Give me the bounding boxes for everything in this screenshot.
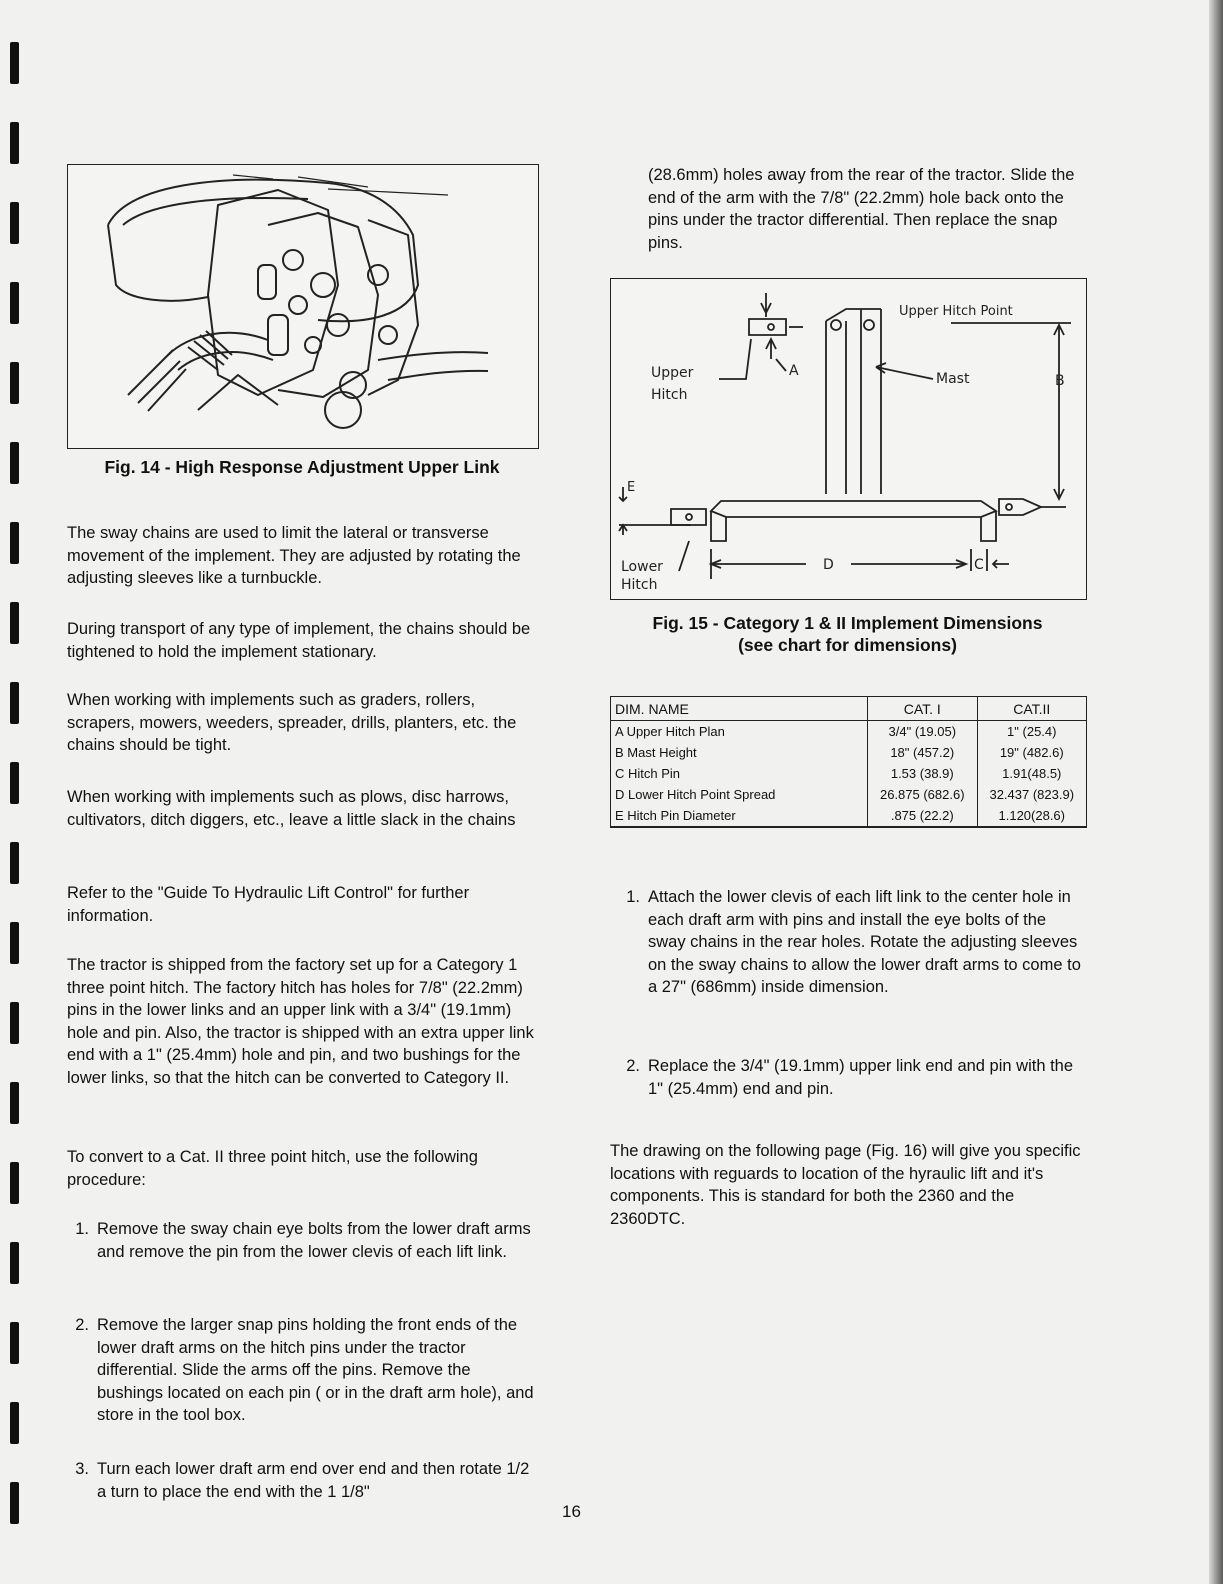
figure-14-image	[67, 164, 539, 449]
table-cell: 1" (25.4)	[977, 721, 1086, 743]
list-text: Remove the sway chain eye bolts from the lower draft arms and remove the pin from the lower clevis of each lift link.	[97, 1220, 531, 1261]
figure-15-caption-line1: Fig. 15 - Category 1 & II Implement Dimensions	[652, 613, 1043, 633]
table-cell: 3/4" (19.05)	[868, 721, 977, 743]
column-header: DIM. NAME	[611, 697, 868, 721]
paragraph-transport: During transport of any type of implement, the chains should be tightened to hold the implement stationary.	[67, 620, 531, 661]
diagram-label-c: C	[974, 557, 984, 573]
figure-14-caption: Fig. 14 - High Response Adjustment Upper Link	[104, 457, 500, 477]
table-cell: .875 (22.2)	[868, 805, 977, 827]
diagram-label-b: B	[1055, 373, 1065, 389]
table-row	[611, 784, 1087, 805]
table-cell: E Hitch Pin Diameter	[611, 805, 868, 827]
diagram-label-upper-hitch-point: Upper Hitch Point	[899, 304, 1013, 319]
table-cell: 1.91(48.5)	[977, 763, 1086, 784]
table-cell: A Upper Hitch Plan	[611, 721, 868, 743]
list-number: 2.	[75, 1316, 89, 1334]
hitch-adjustment-illustration	[68, 165, 538, 448]
binding-holes	[8, 40, 34, 1550]
diagram-label-hitch: Hitch	[651, 387, 688, 403]
figure-15-caption	[610, 612, 1085, 656]
table-cell: 26.875 (682.6)	[868, 784, 977, 805]
diagram-label-lower-hitch: Hitch	[621, 577, 658, 593]
paragraph-factory-setup: The tractor is shipped from the factory set up for a Category 1 three point hitch. The factory hitch has holes for 7/8" (22.2mm) pins in the lower links and an upper link with a 3/4" (19.1mm) hole and pin. Also, the tractor is shipped with an extra upper link end with a 1" (25.4mm) hole and pin, and two bushings for the lower links, so that the hitch can be converted to Category II.	[67, 956, 534, 1087]
paragraph-sway-chains: The sway chains are used to limit the lateral or transverse movement of the implement. They are adjusted by rotating the adjusting sleeves like a turnbuckle.	[67, 524, 521, 587]
list-text: Replace the 3/4" (19.1mm) upper link end and pin with the 1" (25.4mm) end and pin.	[648, 1057, 1074, 1098]
implement-dimensions-diagram	[611, 279, 1086, 599]
column-header: CAT. I	[868, 697, 977, 721]
table-cell: C Hitch Pin	[611, 763, 868, 784]
list-number: 2.	[626, 1057, 640, 1075]
table-cell: 1.53 (38.9)	[868, 763, 977, 784]
figure-15-caption-line2: (see chart for dimensions)	[738, 635, 957, 655]
paragraph-continuation: (28.6mm) holes away from the rear of the tractor. Slide the end of the arm with the 7/8" (22.2mm) hole back onto the pins under the tractor differential. Then replace the snap pins.	[648, 166, 1075, 252]
list-text: Attach the lower clevis of each lift link to the center hole in each draft arm with pins and install the eye bolts of the sway chains in the rear holes. Rotate the adjusting sleeves on the sway chains to allow the lower draft arms to come to a 27" (686mm) inside dimension.	[648, 888, 1081, 996]
paragraph-refer-guide: Refer to the "Guide To Hydraulic Lift Control" for further information.	[67, 884, 470, 925]
column-header: CAT.II	[977, 697, 1086, 721]
table-header-row	[611, 697, 1087, 721]
list-text: Turn each lower draft arm end over end and then rotate 1/2 a turn to place the end with the 1 1/8"	[97, 1460, 530, 1501]
table-row	[611, 742, 1087, 763]
list-text: Remove the larger snap pins holding the front ends of the lower draft arms on the hitch pins under the tractor differential. Slide the arms off the pins. Remove the bushings located on each pin ( or in the draft arm hole), and store in the tool box.	[97, 1316, 534, 1424]
table-cell: B Mast Height	[611, 742, 868, 763]
table-row	[611, 805, 1087, 827]
paragraph-following-page: The drawing on the following page (Fig. 16) will give you specific locations with reguards to location of the hyraulic lift and it's components. This is standard for both the 2360 and the 2360DTC.	[610, 1142, 1081, 1228]
list-number: 1.	[626, 888, 640, 906]
table-row	[611, 763, 1087, 784]
paragraph-tight-chains: When working with implements such as graders, rollers, scrapers, mowers, weeders, spreader, drills, planters, etc. the chains should be tight.	[67, 691, 517, 754]
paragraph-convert-intro: To convert to a Cat. II three point hitch, use the following procedure:	[67, 1148, 478, 1189]
page-number: 16	[562, 1502, 581, 1521]
page-edge-shadow	[1209, 0, 1223, 1584]
table-cell: D Lower Hitch Point Spread	[611, 784, 868, 805]
diagram-label-e: E	[627, 480, 636, 495]
table-cell: 32.437 (823.9)	[977, 784, 1086, 805]
table-row	[611, 721, 1087, 743]
diagram-label-d: D	[823, 557, 834, 573]
list-number: 3.	[75, 1460, 89, 1478]
table-cell: 1.120(28.6)	[977, 805, 1086, 827]
table-cell: 18" (457.2)	[868, 742, 977, 763]
figure-15-diagram	[610, 278, 1087, 600]
diagram-label-lower: Lower	[621, 559, 663, 575]
list-number: 1.	[75, 1220, 89, 1238]
diagram-label-mast: Mast	[936, 371, 970, 387]
paragraph-slack-chains: When working with implements such as plows, disc harrows, cultivators, ditch diggers, etc., leave a little slack in the chains	[67, 788, 516, 829]
table-cell: 19" (482.6)	[977, 742, 1086, 763]
diagram-label-upper: Upper	[651, 365, 694, 381]
diagram-label-a: A	[789, 363, 799, 379]
dimension-table	[610, 696, 1087, 828]
